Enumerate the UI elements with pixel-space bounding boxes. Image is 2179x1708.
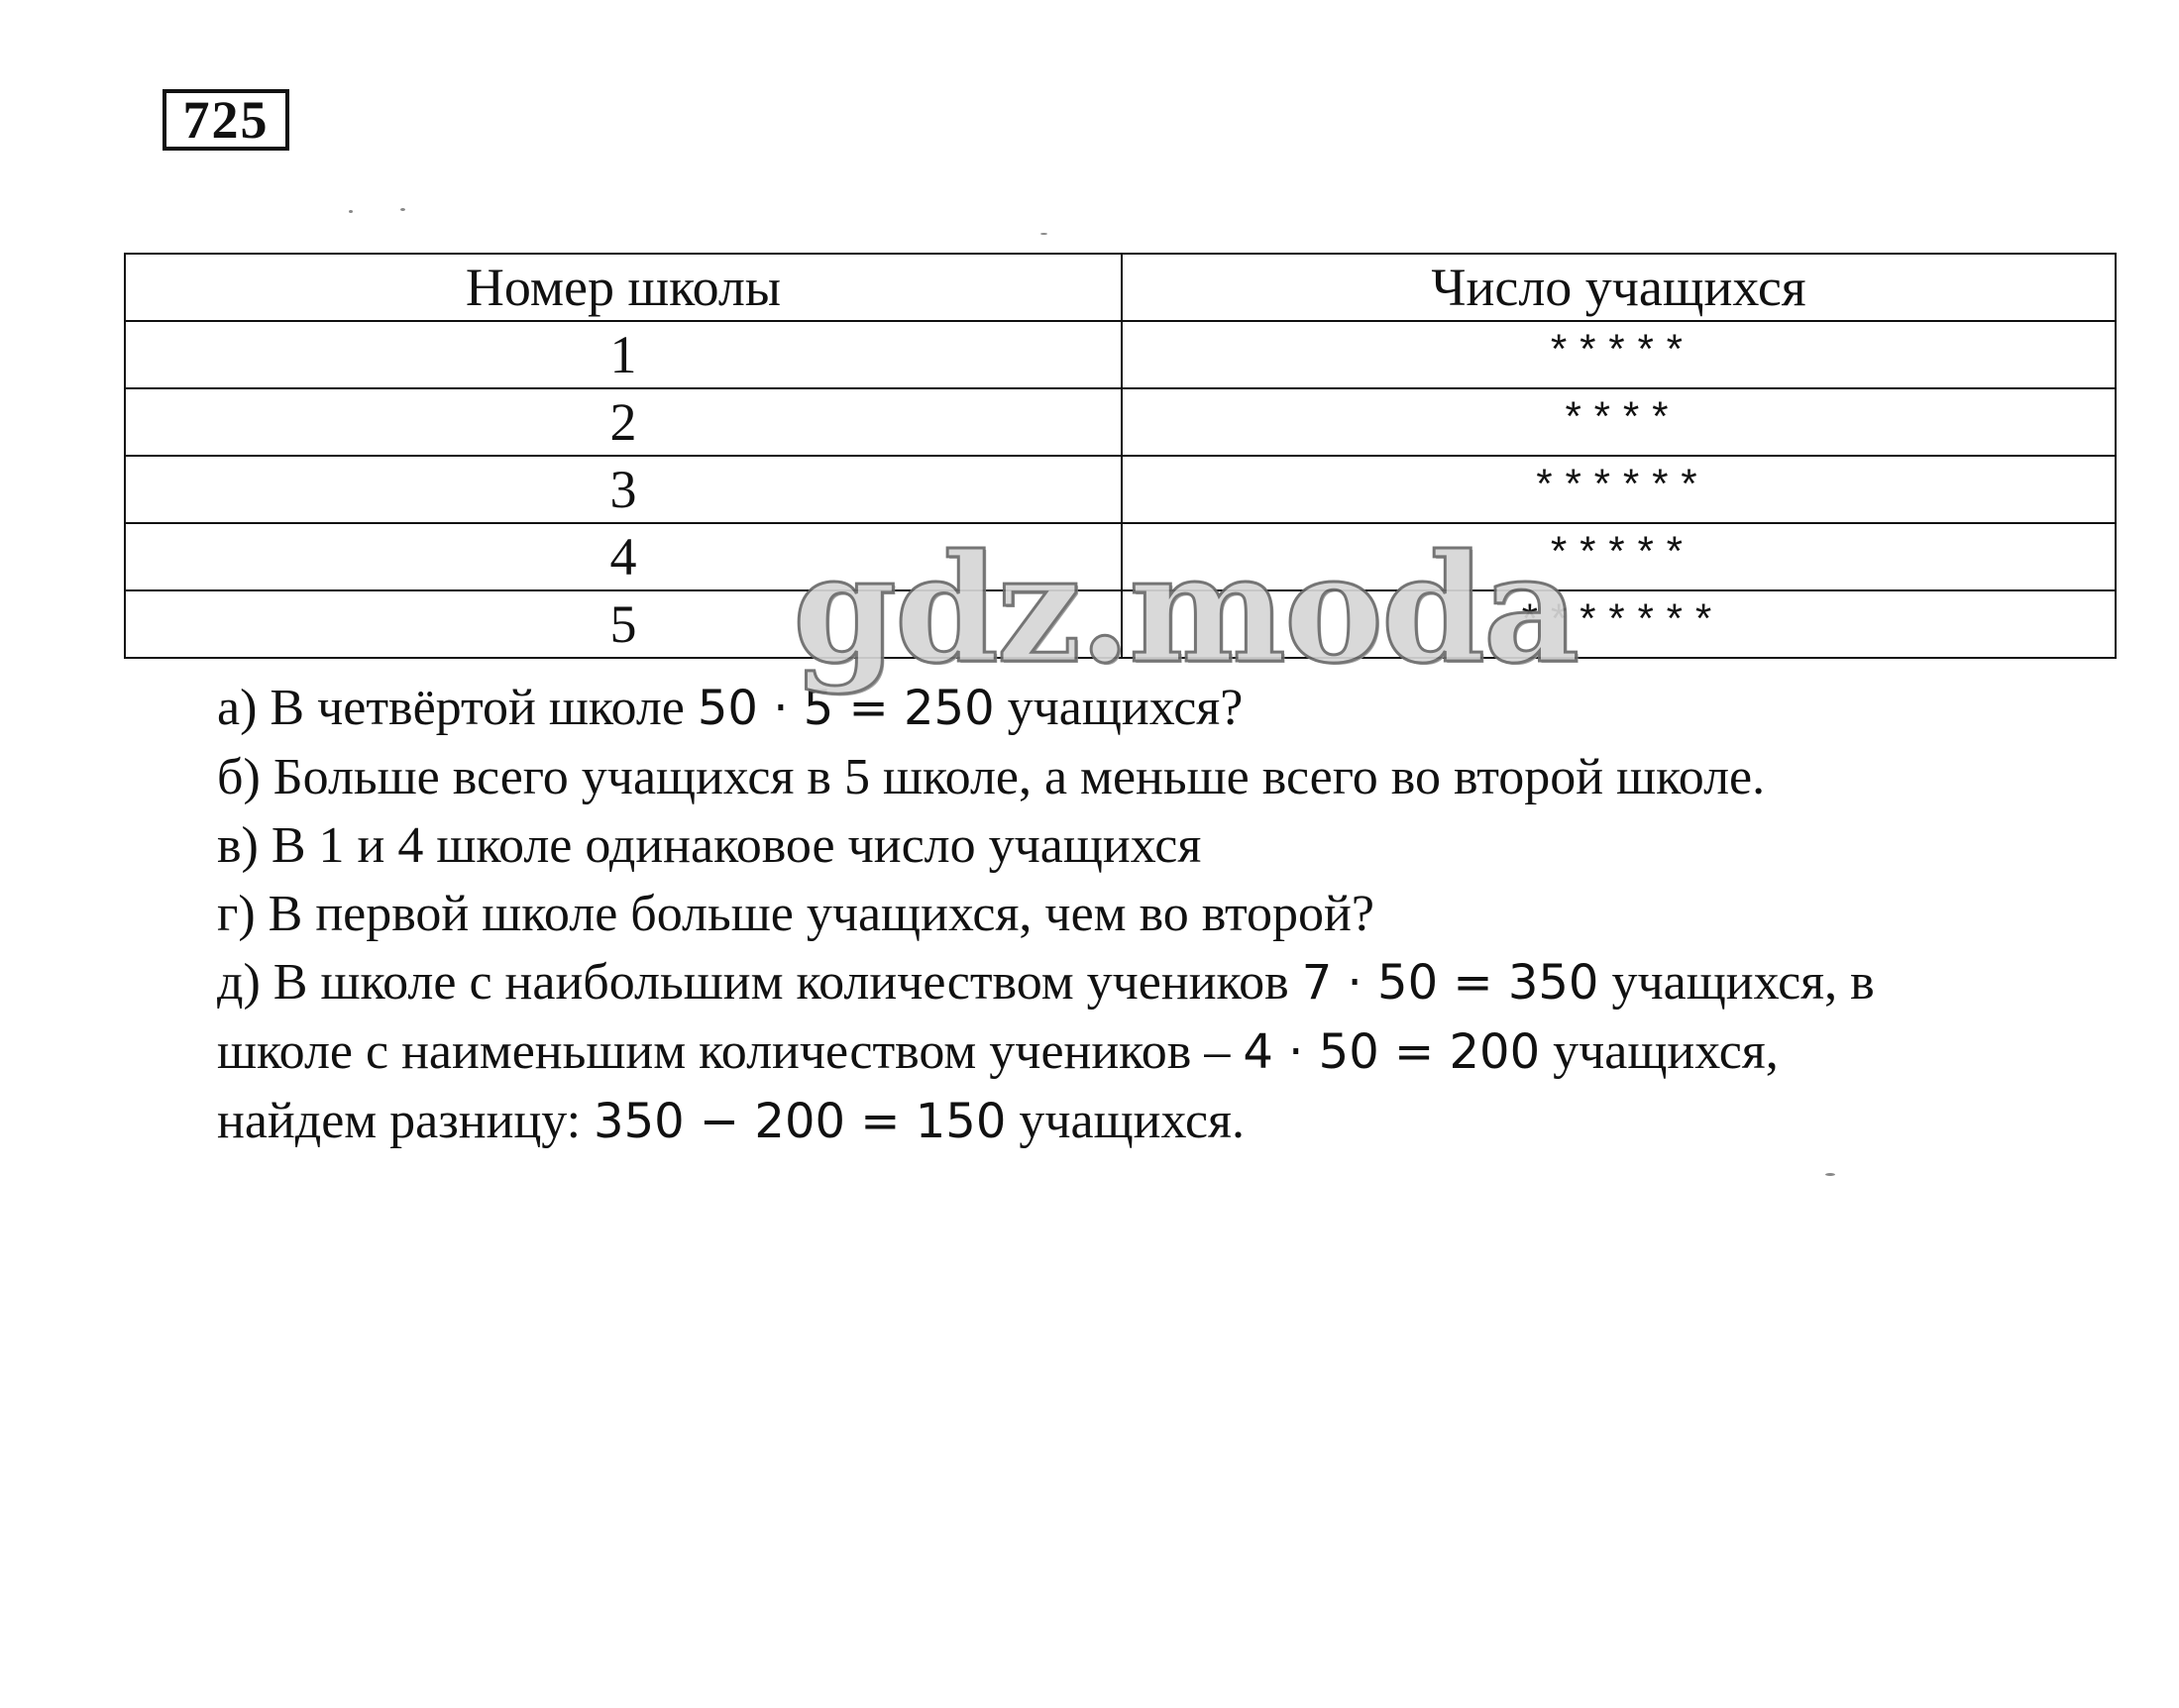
stars-cell	[1122, 388, 2116, 456]
header-school-number: Номер школы	[125, 254, 1122, 321]
school-number-cell: 3	[125, 456, 1122, 523]
answer-d-line1	[217, 948, 2120, 1017]
scan-speck	[349, 210, 353, 213]
table-row	[125, 388, 2116, 456]
answer-d-tail: учащихся,	[1540, 1023, 1779, 1080]
scan-speck	[1040, 233, 1047, 235]
task-number-box: 725	[163, 89, 289, 151]
answer-d-line2	[217, 1017, 2120, 1087]
stars-cell	[1122, 321, 2116, 388]
stars-cell	[1122, 456, 2116, 523]
stars: *****	[1546, 330, 1691, 377]
answer-a-formula: 50 · 5 = 250	[697, 681, 995, 736]
school-number-cell: 4	[125, 523, 1122, 590]
answer-d-formula-3: 350 − 200 = 150	[594, 1094, 1007, 1149]
answer-d-formula-2: 4 · 50 = 200	[1243, 1024, 1541, 1080]
watermark-logo: gdz.moda	[793, 522, 1579, 696]
stars: *******	[1517, 599, 1720, 647]
answer-d-tail: учащихся.	[1006, 1093, 1245, 1149]
answer-d-tail: учащихся, в	[1598, 954, 1875, 1011]
answer-a-tail: учащихся?	[994, 680, 1244, 736]
answer-d-line3	[217, 1087, 2120, 1156]
table-row	[125, 456, 2116, 523]
answer-v: в) В 1 и 4 школе одинаковое число учащихся	[217, 817, 1202, 874]
answer-a-text: а) В четвёртой школе	[217, 680, 698, 736]
answer-d-text: д) В школе с наибольшим количеством учеников	[217, 954, 1302, 1011]
scan-speck	[400, 208, 405, 211]
answer-g: г) В первой школе больше учащихся, чем во второй?	[217, 886, 1374, 942]
school-number-cell: 2	[125, 388, 1122, 456]
school-number-cell: 5	[125, 590, 1122, 658]
answer-b: б) Больше всего учащихся в 5 школе, а меньше всего во второй школе.	[217, 749, 1766, 805]
table-header-row	[125, 254, 2116, 321]
stars: *****	[1546, 532, 1691, 580]
answer-d-formula-1: 7 · 50 = 350	[1301, 955, 1599, 1011]
scan-speck	[1825, 1173, 1835, 1176]
answers-block	[217, 674, 2120, 1156]
stars: ******	[1531, 465, 1706, 512]
answer-d-text: школе с наименьшим количеством учеников –	[217, 1023, 1244, 1080]
stars: ****	[1561, 397, 1677, 445]
answer-d-text: найдем разницу:	[217, 1093, 595, 1149]
table-row	[125, 321, 2116, 388]
school-number-cell: 1	[125, 321, 1122, 388]
header-student-count: Число учащихся	[1122, 254, 2116, 321]
